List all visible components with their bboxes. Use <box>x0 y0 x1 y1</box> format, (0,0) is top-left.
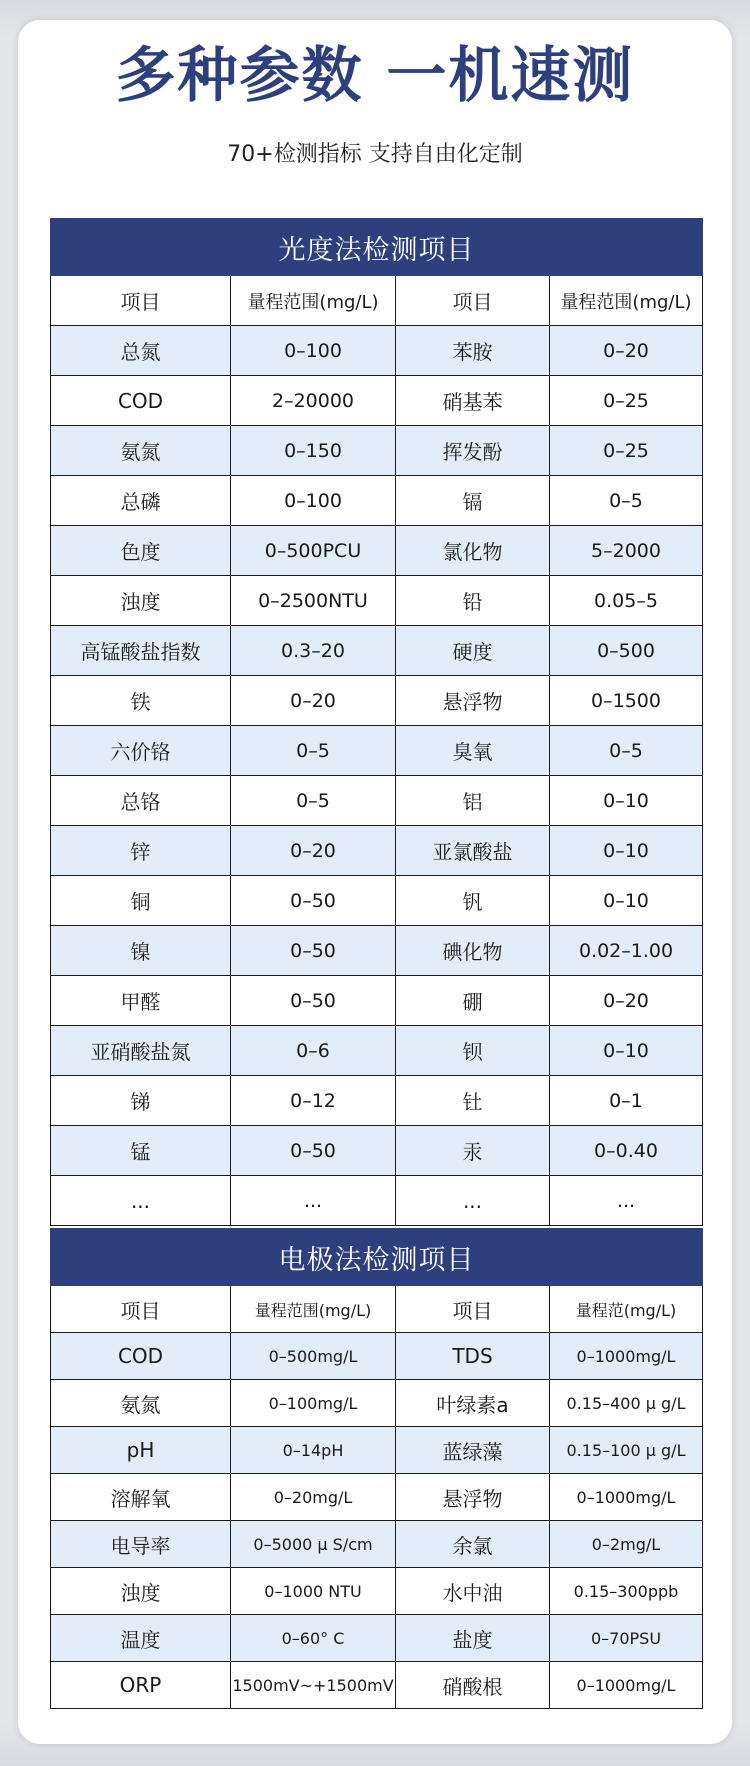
table-row <box>51 1662 703 1709</box>
table-row <box>51 426 703 476</box>
item-name-cell: ... <box>396 1176 550 1226</box>
range-cell: 0.05–5 <box>550 576 703 626</box>
electrode-table <box>50 1228 703 1709</box>
item-name-cell: 硼 <box>396 976 550 1026</box>
item-name-cell: 悬浮物 <box>396 1474 550 1521</box>
item-name-cell: 温度 <box>51 1615 231 1662</box>
item-name-cell: 镍 <box>51 926 231 976</box>
item-name-cell: 水中油 <box>396 1568 550 1615</box>
range-cell: 0–500PCU <box>231 526 396 576</box>
item-name-cell: ... <box>51 1176 231 1226</box>
item-name-cell: 亚氯酸盐 <box>396 826 550 876</box>
column-header: 项目 <box>396 276 550 326</box>
table-row <box>51 1521 703 1568</box>
range-cell: 0–150 <box>231 426 396 476</box>
item-name-cell: 镉 <box>396 476 550 526</box>
range-cell: 0.02–1.00 <box>550 926 703 976</box>
table-header-row <box>51 1286 703 1333</box>
range-cell: 0–25 <box>550 376 703 426</box>
table-row <box>51 526 703 576</box>
column-header: 量程范围(mg/L) <box>231 276 396 326</box>
column-header: 项目 <box>51 276 231 326</box>
photometric-table <box>50 218 703 1226</box>
item-name-cell: 挥发酚 <box>396 426 550 476</box>
item-name-cell: 钒 <box>396 876 550 926</box>
table-row <box>51 376 703 426</box>
item-name-cell: 钡 <box>396 1026 550 1076</box>
table-row <box>51 926 703 976</box>
column-header: 项目 <box>51 1286 231 1333</box>
item-name-cell: 余氯 <box>396 1521 550 1568</box>
item-name-cell: 汞 <box>396 1126 550 1176</box>
range-cell: 0–1000 NTU <box>231 1568 396 1615</box>
table-row <box>51 776 703 826</box>
item-name-cell: 硝基苯 <box>396 376 550 426</box>
item-name-cell: 铁 <box>51 676 231 726</box>
range-cell: 0–60° C <box>231 1615 396 1662</box>
range-cell: 0–20 <box>550 976 703 1026</box>
column-header: 项目 <box>396 1286 550 1333</box>
table-row <box>51 476 703 526</box>
table-row <box>51 1333 703 1380</box>
range-cell: 0–50 <box>231 876 396 926</box>
item-name-cell: 氯化物 <box>396 526 550 576</box>
electrode-section-title: 电极法检测项目 <box>51 1229 703 1286</box>
range-cell: 0–10 <box>550 1026 703 1076</box>
range-cell: ... <box>550 1176 703 1226</box>
item-name-cell: pH <box>51 1427 231 1474</box>
item-name-cell: 总铬 <box>51 776 231 826</box>
range-cell: 0–10 <box>550 876 703 926</box>
range-cell: 0–1 <box>550 1076 703 1126</box>
table-row <box>51 676 703 726</box>
table-header-row <box>51 276 703 326</box>
table-row <box>51 726 703 776</box>
item-name-cell: 盐度 <box>396 1615 550 1662</box>
range-cell: 0–5 <box>550 726 703 776</box>
range-cell: 0–20 <box>231 676 396 726</box>
range-cell: 1500mV~+1500mV <box>231 1662 396 1709</box>
range-cell: 0–1000mg/L <box>550 1474 703 1521</box>
range-cell: 0.15–400 μ g/L <box>550 1380 703 1427</box>
item-name-cell: 亚硝酸盐氮 <box>51 1026 231 1076</box>
item-name-cell: 氨氮 <box>51 426 231 476</box>
item-name-cell: 碘化物 <box>396 926 550 976</box>
range-cell: 0–20 <box>550 326 703 376</box>
item-name-cell: 电导率 <box>51 1521 231 1568</box>
range-cell: 0–2500NTU <box>231 576 396 626</box>
range-cell: 0–50 <box>231 976 396 1026</box>
table-row <box>51 1076 703 1126</box>
range-cell: 0–50 <box>231 926 396 976</box>
item-name-cell: 甲醛 <box>51 976 231 1026</box>
column-header: 量程范围(mg/L) <box>231 1286 396 1333</box>
item-name-cell: 铝 <box>396 776 550 826</box>
table-row <box>51 976 703 1026</box>
page-subtitle: 70+检测指标 支持自由化定制 <box>227 142 523 167</box>
range-cell: 0–1000mg/L <box>550 1662 703 1709</box>
item-name-cell: 锑 <box>51 1076 231 1126</box>
column-header: 量程范围(mg/L) <box>550 276 703 326</box>
range-cell: 0.15–300ppb <box>550 1568 703 1615</box>
range-cell: 0–100mg/L <box>231 1380 396 1427</box>
photometric-section-title: 光度法检测项目 <box>51 219 703 276</box>
item-name-cell: TDS <box>396 1333 550 1380</box>
range-cell: 0–6 <box>231 1026 396 1076</box>
item-name-cell: 溶解氧 <box>51 1474 231 1521</box>
item-name-cell: 高锰酸盐指数 <box>51 626 231 676</box>
item-name-cell: 色度 <box>51 526 231 576</box>
range-cell: 0–10 <box>550 776 703 826</box>
table-row <box>51 1126 703 1176</box>
range-cell: ... <box>231 1176 396 1226</box>
page-title: 多种参数 一机速测 <box>115 41 635 111</box>
range-cell: 0.3–20 <box>231 626 396 676</box>
range-cell: 5–2000 <box>550 526 703 576</box>
item-name-cell: 硝酸根 <box>396 1662 550 1709</box>
range-cell: 0–5 <box>231 776 396 826</box>
table-row <box>51 826 703 876</box>
item-name-cell: 叶绿素a <box>396 1380 550 1427</box>
item-name-cell: 铜 <box>51 876 231 926</box>
range-cell: 0–1000mg/L <box>550 1333 703 1380</box>
table-row <box>51 576 703 626</box>
item-name-cell: 锌 <box>51 826 231 876</box>
table-row <box>51 1176 703 1226</box>
range-cell: 0–5 <box>550 476 703 526</box>
item-name-cell: 浊度 <box>51 1568 231 1615</box>
item-name-cell: 钍 <box>396 1076 550 1126</box>
range-cell: 2–20000 <box>231 376 396 426</box>
range-cell: 0–100 <box>231 326 396 376</box>
item-name-cell: 浊度 <box>51 576 231 626</box>
item-name-cell: 氨氮 <box>51 1380 231 1427</box>
item-name-cell: ORP <box>51 1662 231 1709</box>
table-row <box>51 1380 703 1427</box>
range-cell: 0–70PSU <box>550 1615 703 1662</box>
range-cell: 0–2mg/L <box>550 1521 703 1568</box>
range-cell: 0–20 <box>231 826 396 876</box>
item-name-cell: 蓝绿藻 <box>396 1427 550 1474</box>
range-cell: 0.15–100 μ g/L <box>550 1427 703 1474</box>
range-cell: 0–25 <box>550 426 703 476</box>
item-name-cell: 悬浮物 <box>396 676 550 726</box>
range-cell: 0–500 <box>550 626 703 676</box>
range-cell: 0–1500 <box>550 676 703 726</box>
item-name-cell: 硬度 <box>396 626 550 676</box>
item-name-cell: 总磷 <box>51 476 231 526</box>
column-header: 量程范(mg/L) <box>550 1286 703 1333</box>
item-name-cell: 苯胺 <box>396 326 550 376</box>
range-cell: 0–14pH <box>231 1427 396 1474</box>
table-row <box>51 1568 703 1615</box>
range-cell: 0–12 <box>231 1076 396 1126</box>
item-name-cell: 臭氧 <box>396 726 550 776</box>
table-row <box>51 1026 703 1076</box>
table-row <box>51 1615 703 1662</box>
range-cell: 0–20mg/L <box>231 1474 396 1521</box>
range-cell: 0–100 <box>231 476 396 526</box>
item-name-cell: 总氮 <box>51 326 231 376</box>
range-cell: 0–5000 μ S/cm <box>231 1521 396 1568</box>
range-cell: 0–0.40 <box>550 1126 703 1176</box>
table-row <box>51 1427 703 1474</box>
item-name-cell: 六价铬 <box>51 726 231 776</box>
range-cell: 0–5 <box>231 726 396 776</box>
item-name-cell: 锰 <box>51 1126 231 1176</box>
range-cell: 0–500mg/L <box>231 1333 396 1380</box>
table-row <box>51 326 703 376</box>
item-name-cell: 铅 <box>396 576 550 626</box>
item-name-cell: COD <box>51 376 231 426</box>
item-name-cell: COD <box>51 1333 231 1380</box>
table-row <box>51 876 703 926</box>
table-row <box>51 626 703 676</box>
range-cell: 0–50 <box>231 1126 396 1176</box>
range-cell: 0–10 <box>550 826 703 876</box>
table-row <box>51 1474 703 1521</box>
